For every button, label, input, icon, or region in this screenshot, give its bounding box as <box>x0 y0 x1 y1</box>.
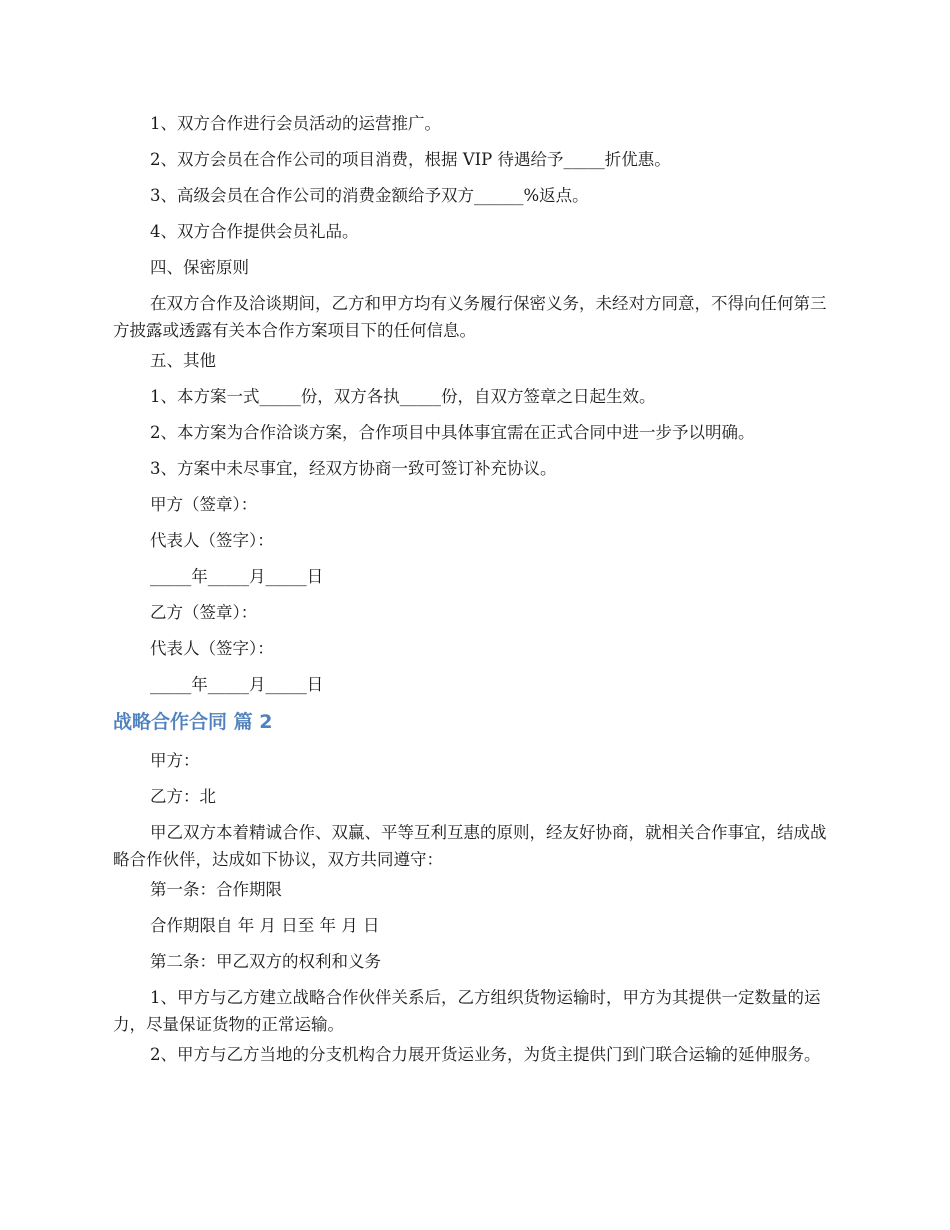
section-other-title: 五、其他 <box>150 351 216 370</box>
clause-3-rebate: 3、高级会员在合作公司的消费金额给予双方______%返点。 <box>150 186 589 205</box>
article-1-title: 第一条：合作期限 <box>150 880 282 899</box>
confidentiality-paragraph: 在双方合作及洽谈期间，乙方和甲方均有义务履行保密义务，未经对方同意，不得向任何第三方披露或透露有关本合作方案项目下的任何信息。 <box>113 294 827 340</box>
party-b-label: 乙方：北 <box>150 787 216 806</box>
clause-2-vip-discount: 2、双方会员在合作公司的项目消费，根据 VIP 待遇给予_____折优惠。 <box>150 150 671 169</box>
clause-4-gifts: 4、双方合作提供会员礼品。 <box>150 222 359 241</box>
party-b-representative: 代表人（签字）： <box>150 639 274 658</box>
rights-clause-1: 1、甲方与乙方建立战略合作伙伴关系后，乙方组织货物运输时，甲方为其提供一定数量的运力，尽量保证货物的正常运输。 <box>113 988 821 1034</box>
party-b-date: _____年_____月_____日 <box>150 675 324 694</box>
rights-clause-2: 2、甲方与乙方当地的分支机构合力展开货运业务，为货主提供门到门联合运输的延伸服务。 <box>150 1045 821 1064</box>
preamble-paragraph: 甲乙双方本着精诚合作、双赢、平等互利互惠的原则，经友好协商，就相关合作事宜，结成战略合作伙伴，达成如下协议，双方共同遵守： <box>113 823 827 869</box>
party-a-representative: 代表人（签字）： <box>150 531 274 550</box>
section-confidentiality-title: 四、保密原则 <box>150 258 249 277</box>
other-clause-1: 1、本方案一式_____份，双方各执_____份，自双方签章之日起生效。 <box>150 387 656 406</box>
other-clause-3: 3、方案中未尽事宜，经双方协商一致可签订补充协议。 <box>150 459 557 478</box>
party-a-date: _____年_____月_____日 <box>150 567 324 586</box>
party-b-seal: 乙方（签章）： <box>150 603 258 622</box>
clause-1-member-promotion: 1、双方合作进行会员活动的运营推广。 <box>150 114 441 133</box>
party-a-seal: 甲方（签章）： <box>150 495 258 514</box>
party-a-label: 甲方： <box>150 751 200 770</box>
other-clause-2: 2、本方案为合作洽谈方案，合作项目中具体事宜需在正式合同中进一步予以明确。 <box>150 423 755 442</box>
article-2-title: 第二条：甲乙双方的权利和义务 <box>150 952 381 971</box>
cooperation-period: 合作期限自 年 月 日至 年 月 日 <box>150 916 380 935</box>
section-heading: 战略合作合同 篇 2 <box>113 711 273 733</box>
